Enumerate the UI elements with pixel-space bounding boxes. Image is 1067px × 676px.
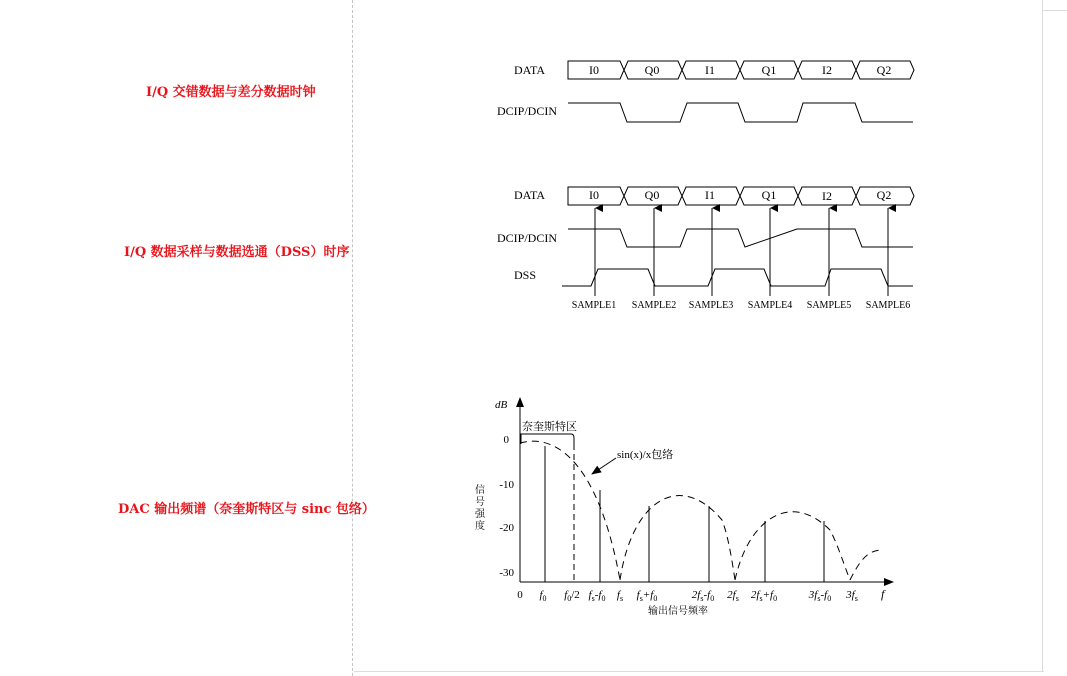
x-tick-labels: [517, 589, 858, 603]
y-tick-label: -20: [499, 522, 514, 534]
sample-label: SAMPLE3: [688, 300, 734, 311]
section-title-iq-interleave: I/Q 交错数据与差分数据时钟: [146, 85, 316, 100]
timing1-clock-label: DCIP/DCIN: [497, 104, 558, 118]
x-tick-label: $f_s+f_0$: [636, 589, 658, 603]
sample-label: SAMPLE6: [865, 300, 911, 311]
sinc-envelope-lobe-4: [850, 550, 882, 580]
sample-label: SAMPLE4: [747, 300, 793, 311]
x-tick-label: $f_s$: [616, 589, 624, 603]
timing2-symbol: Q1: [761, 188, 777, 202]
sinc-envelope-lobe-2: [620, 496, 735, 580]
x-tick-label: $3f_s$: [846, 589, 858, 603]
timing1-data-label: DATA: [514, 63, 546, 77]
x-tick-label: 0: [517, 589, 523, 601]
timing1-symbol: Q0: [644, 63, 660, 77]
sample-arrows: [595, 208, 888, 296]
sinc-envelope-lobe-3: [735, 512, 850, 580]
timing1-symbol: I0: [589, 63, 599, 77]
section-title-iq-sampling: I/Q 数据采样与数据选通（DSS）时序: [124, 245, 350, 260]
timing2-symbol: Q0: [644, 188, 660, 202]
timing2-clock-label: DCIP/DCIN: [497, 231, 558, 245]
y-unit-label: dB: [495, 399, 508, 411]
timing1-symbol: I2: [822, 63, 832, 77]
timing2-symbol: I2: [822, 189, 832, 203]
y-tick-label: -30: [499, 567, 514, 579]
iq-interleave-timing-diagram: [497, 61, 914, 122]
timing1-symbol: I1: [705, 63, 715, 77]
timing2-symbol: I1: [705, 188, 715, 202]
timing1-data-bus: [568, 61, 914, 79]
timing2-symbol: I0: [589, 188, 599, 202]
nyquist-zone-bracket: [521, 434, 574, 444]
timing2-dci-clock-waveform: [568, 229, 913, 247]
sample-label: SAMPLE2: [631, 300, 677, 311]
sinc-envelope-main-lobe: [520, 441, 620, 580]
x-axis-label: 输出信号频率: [648, 606, 708, 617]
y-tick-label: -10: [499, 479, 514, 491]
timing1-symbol: Q1: [761, 63, 777, 77]
y-axis-label: 信号强度: [472, 484, 484, 532]
envelope-pointer: [592, 458, 616, 474]
timing1-symbol: Q2: [876, 63, 892, 77]
x-tick-label: $2f_s$: [727, 589, 739, 603]
nyquist-zone-label: 奈奎斯特区: [522, 420, 577, 433]
sample-label: SAMPLE1: [571, 300, 617, 311]
x-tick-label: $f_0/2$: [564, 589, 580, 603]
x-tick-label: $2f_s+f_0$: [750, 589, 778, 603]
sinc-envelope-label: sin(x)/x包络: [617, 449, 674, 461]
y-tick-label: 0: [503, 434, 509, 446]
timing2-data-label: DATA: [514, 188, 546, 202]
timing2-symbol: Q2: [876, 188, 892, 202]
x-tick-label: $f_0$: [539, 589, 547, 603]
timing1-dci-clock-waveform: [568, 103, 913, 122]
timing2-dss-waveform: [562, 269, 913, 286]
x-tick-label: $2f_s-f_0$: [691, 589, 715, 603]
x-axis-end-label: f: [881, 587, 885, 601]
sample-label: SAMPLE5: [806, 300, 852, 311]
x-tick-label: $3f_s-f_0$: [808, 589, 832, 603]
iq-sampling-timing-diagram: [497, 187, 914, 311]
dac-spectrum-plot: [473, 398, 894, 617]
timing2-data-bus: [568, 187, 914, 205]
section-title-dac-spectrum: DAC 输出频谱（奈奎斯特区与 sinc 包络）: [118, 502, 375, 517]
timing2-dss-label: DSS: [514, 268, 537, 282]
x-tick-label: $f_s-f_0$: [588, 589, 606, 603]
